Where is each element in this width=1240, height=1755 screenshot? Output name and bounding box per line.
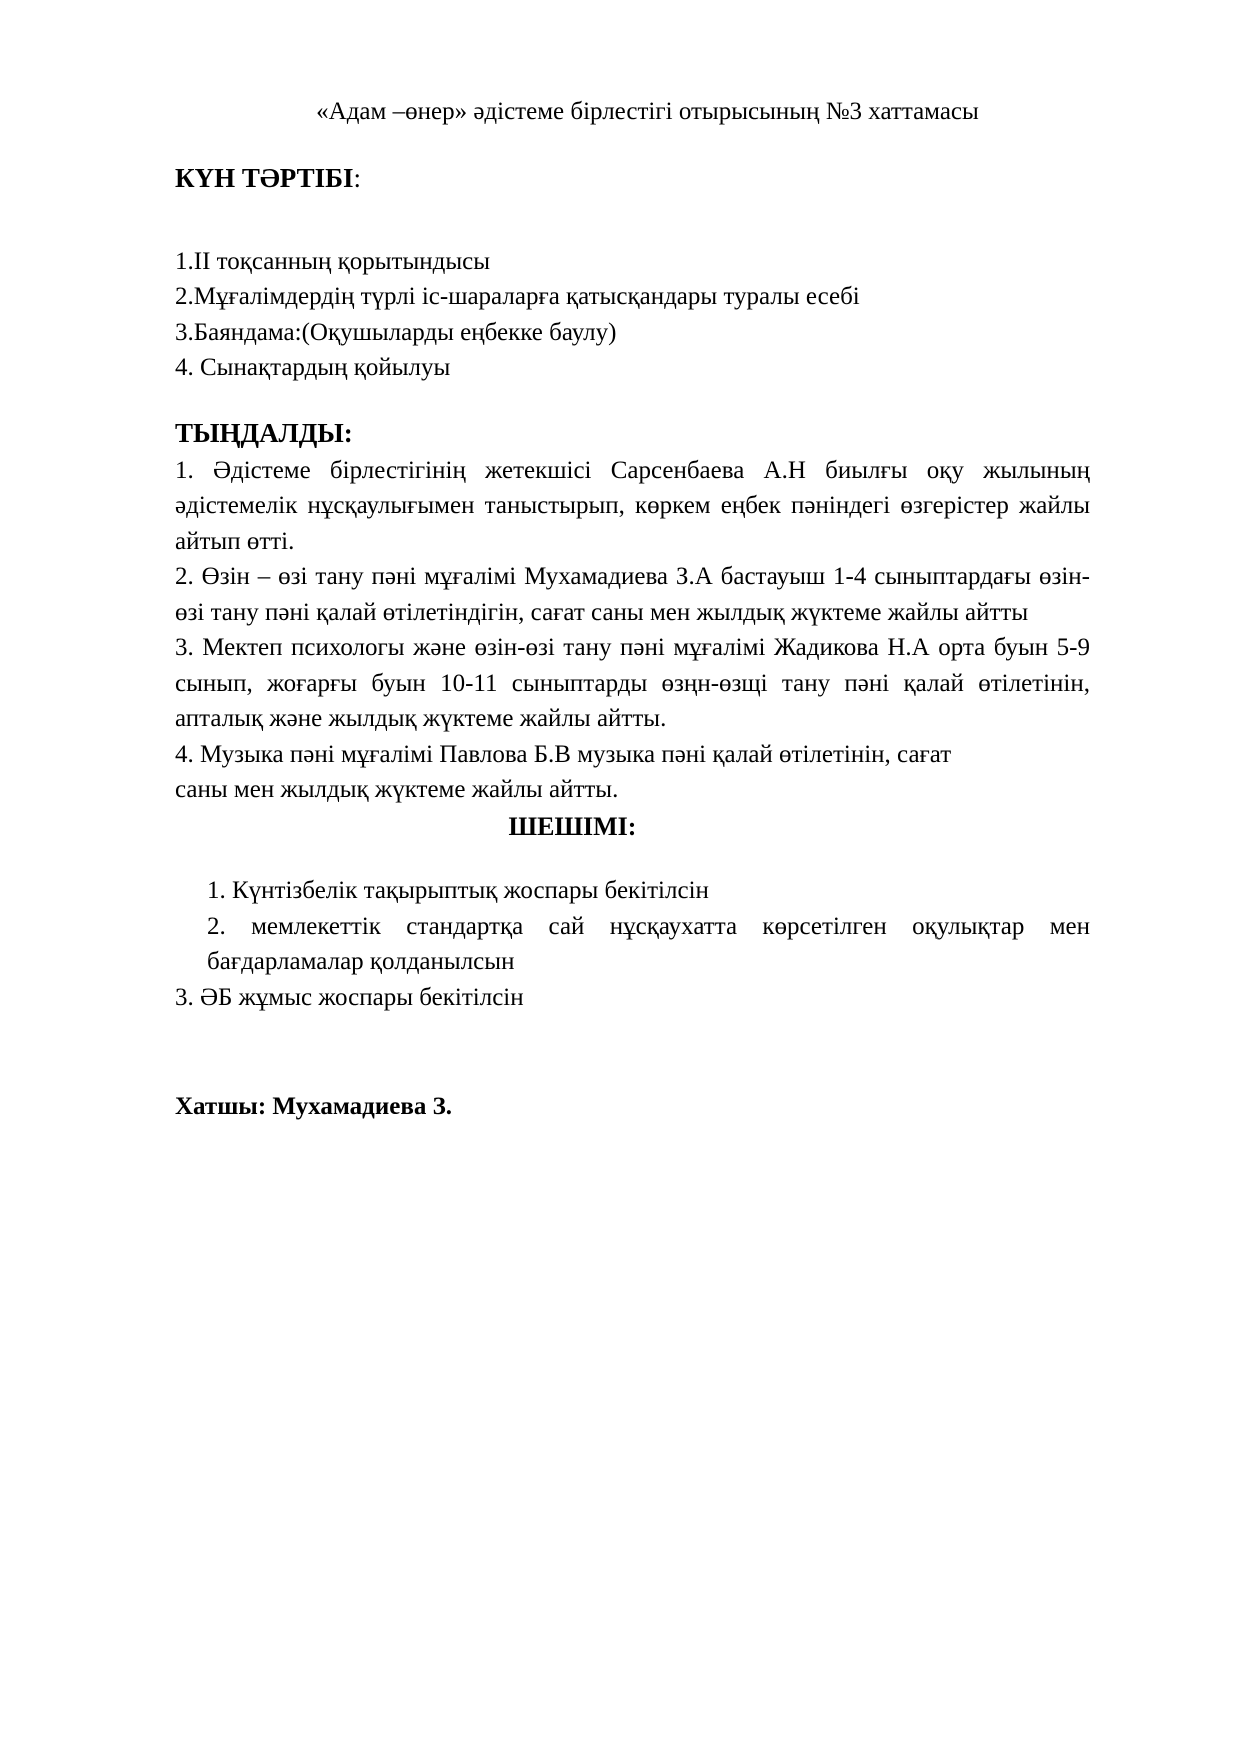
spacer — [175, 386, 1090, 414]
heard-item: 3. Мектеп психологы және өзін-өзі тану пәні мұғалімі Жадикова Н.А орта буын 5-9 сынып, жоғарғы буын 10-11 сыныптарды өзңн-өзщі тану пәні қалай өтілетінін, апталық және жылдық жүктеме жайлы айтты. — [175, 634, 1090, 733]
spacer — [175, 198, 1090, 244]
decision-heading: ШЕШІМІ: — [508, 811, 637, 841]
spacer — [175, 845, 1090, 873]
agenda-item: 3.Баяндама:(Оқушыларды еңбекке баулу) — [175, 318, 617, 346]
agenda-heading — [175, 159, 1090, 198]
decision-list — [175, 873, 1090, 1015]
signature-line: Хатшы: Мухамадиева З. — [175, 1093, 453, 1121]
agenda-item: 1.II тоқсанның қорытындысы — [175, 247, 491, 275]
agenda-item: 4. Сынақтардың қойылуы — [175, 354, 451, 382]
spacer — [175, 1015, 1090, 1061]
heard-item: 2. Өзін – өзі тану пәні мұғалімі Мухамадиева З.А бастауыш 1-4 сыныптардағы өзін-өзі тану пәні қалай өтілетіндігін, сағат саны мен жылдық жүктеме жайлы айтты — [175, 563, 1090, 626]
agenda-list — [175, 244, 1090, 386]
agenda-heading-text: КҮН ТӘРТІБІ — [175, 162, 354, 193]
spacer — [175, 1061, 1090, 1089]
heard-item: 1. Әдістеме бірлестігінің жетекшісі Сарсенбаева А.Н биылғы оқу жылының әдістемелік нұсқаулығымен таныстырып, көркем еңбек пәніндегі өзгерістер жайлы айтып өтті. — [175, 456, 1090, 555]
agenda-item: 2.Мұғалімдердің түрлі іс-шараларға қатысқандары туралы есебі — [175, 283, 860, 311]
heard-item: 4. Музыка пәні мұғалімі Павлова Б.В музыка пәні қалай өтілетінін, сағат — [175, 740, 952, 768]
heard-list — [175, 453, 1090, 808]
document-title: «Адам –өнер» әдістеме бірлестігі отырысының №3 хаттамасы — [316, 98, 979, 125]
decision-item: 1. Күнтізбелік тақырыптық жоспары бекітілсін — [207, 877, 709, 905]
heard-item-continued: саны мен жылдық жүктеме жайлы айтты. — [175, 776, 619, 804]
decision-item: 2. мемлекеттік стандартқа сай нұсқаухатта көрсетілген оқулықтар мен бағдарламалар қолданылсын — [207, 912, 1090, 976]
heard-heading: ТЫҢДАЛДЫ: — [175, 417, 353, 448]
decision-item: 3. ӘБ жұмыс жоспары бекітілсін — [175, 983, 524, 1011]
agenda-heading-colon: : — [353, 162, 361, 193]
